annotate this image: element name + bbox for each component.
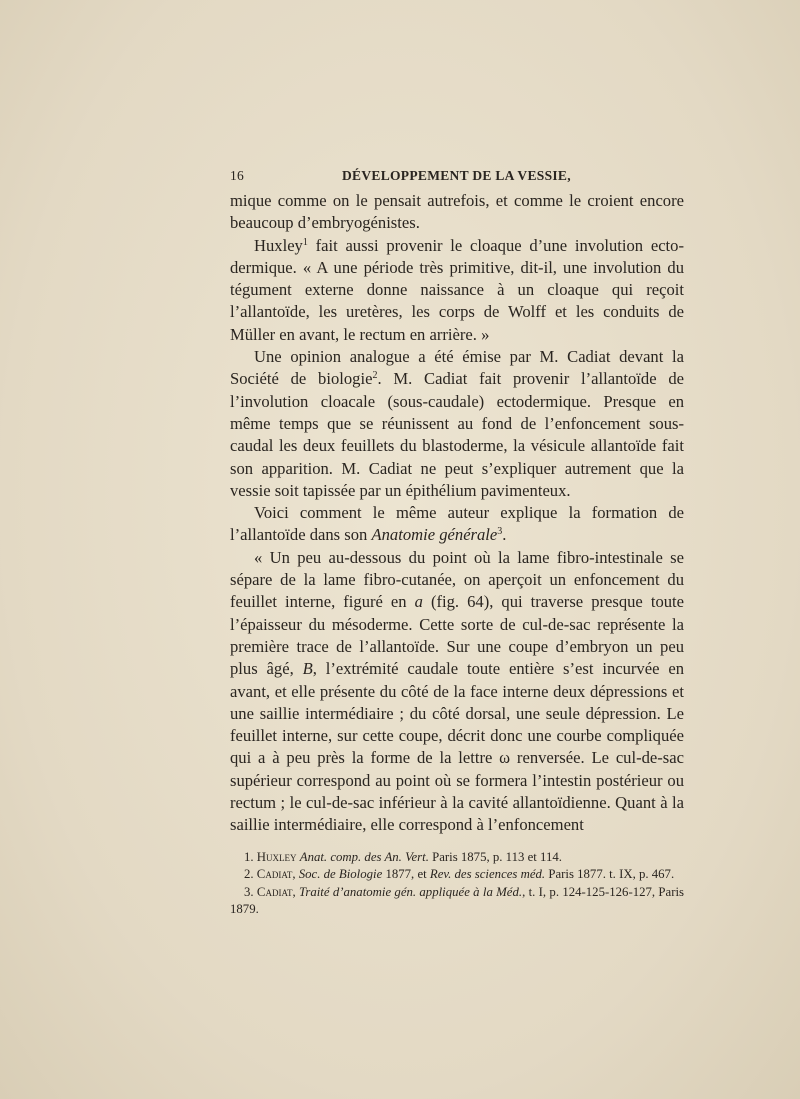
text-span: Une opinion analogue a été émise par M. Cadiat devant la Société de biologie (230, 347, 684, 389)
footnote-marker: 2 (372, 370, 378, 382)
page-header (230, 168, 684, 190)
text-span: , (292, 884, 299, 899)
text-span: fait aussi provenir le cloaque d’une involution ectodermique. « A une période très primitive, dit-il, une involution du tégument externe donne naissance à un cloaque qui reçoit l’allantoïde, les uretères, les corps de Wolff et les conduits de Müller en avant, le rectum en arrière. » (230, 235, 684, 344)
italic-text: B (302, 659, 313, 679)
text-span: 1. (244, 849, 257, 864)
author-name: Cadiat (256, 884, 293, 899)
text-span: Voici comment le même auteur explique la formation de l’allantoïde dans son (230, 503, 684, 545)
paragraph (230, 502, 684, 547)
italic-text: Anat. comp. des An. Vert. (299, 849, 429, 864)
italic-text: Soc. de Biologie (298, 867, 383, 882)
author-name: Huxley (256, 849, 297, 864)
body-text (230, 190, 684, 837)
footnote (230, 884, 684, 919)
running-title: DÉVELOPPEMENT DE LA VESSIE, (342, 168, 571, 183)
text-span: « Un peu au-dessous du point où la lame fibro-intestinale se sépare de la lame fibro-cutanée, on aperçoit un enfoncement du feuillet interne, figuré en (230, 547, 684, 612)
footnote-marker: 1 (302, 236, 308, 248)
text-span: Paris 1875, p. 113 et 114. (428, 849, 562, 864)
text-span: Huxley (254, 235, 303, 255)
text-span: (fig. 64), qui traverse presque toute l’épaisseur du mésoderme. Cette sorte de cul-de-sac représente la première trace de l’allantoïde. Sur une coupe d’embryon un peu plus âgé, (230, 592, 685, 679)
page-number: 16 (230, 168, 245, 183)
text-span: Paris 1877. t. IX, p. 467. (545, 867, 675, 882)
footnotes (230, 849, 684, 919)
italic-text: Traité d’anatomie gén. appliquée à la Méd. (298, 884, 523, 899)
footnote (230, 866, 684, 884)
text-span: . (502, 525, 507, 545)
italic-text: Rev. des sciences méd. (429, 867, 546, 882)
text-span: 2. (244, 867, 257, 882)
paragraph (230, 190, 684, 235)
text-span: . M. Cadiat fait provenir l’allantoïde de l’involution cloacale (sous-caudale) ectodermique. Presque en même temps que se réunissent au fond de l’enfoncement sous-caudal les deux feuillets du blastoderme, la vésicule allantoïde fait son apparition. M. Cadiat ne peut s’expliquer autrement que la vessie soit tapissée par un épithélium pavimenteux. (230, 369, 684, 500)
italic-text: Anatomie générale (371, 525, 498, 545)
text-span: mique comme on le pensait autrefois, et comme le croient encore beaucoup d’embryogénistes. (230, 191, 684, 233)
text-span: , l’extrémité caudale toute entière s’est incurvée en avant, et elle présente du côté de la face interne deux dépressions et une saillie intermédiaire ; du côté dorsal, une seule dépression. Le feuillet interne, sur cette coupe, décrit donc une courbe compliquée qui a à peu près la forme de la lettre ω renversée. Le cul-de-sac supérieur correspond au point où se formera l’intestin postérieur ou rectum ; le cul-de-sac inférieur à la cavité allantoïdienne. Quant à la saillie intermédiaire, elle correspond à l’enfoncement (230, 659, 684, 835)
paragraph (230, 547, 684, 837)
paragraph (230, 346, 684, 502)
text-span: , t. I, p. 124-125-126-127, Paris 1879. (230, 884, 684, 917)
text-block (230, 168, 684, 919)
text-span: 1877, et (382, 867, 430, 882)
italic-text: a (414, 592, 423, 612)
footnote-marker: 3 (497, 526, 503, 538)
author-name: Cadiat (256, 867, 293, 882)
text-span: , (292, 867, 299, 882)
footnote (230, 849, 684, 867)
paragraph (230, 235, 684, 346)
text-span: 3. (244, 884, 257, 899)
